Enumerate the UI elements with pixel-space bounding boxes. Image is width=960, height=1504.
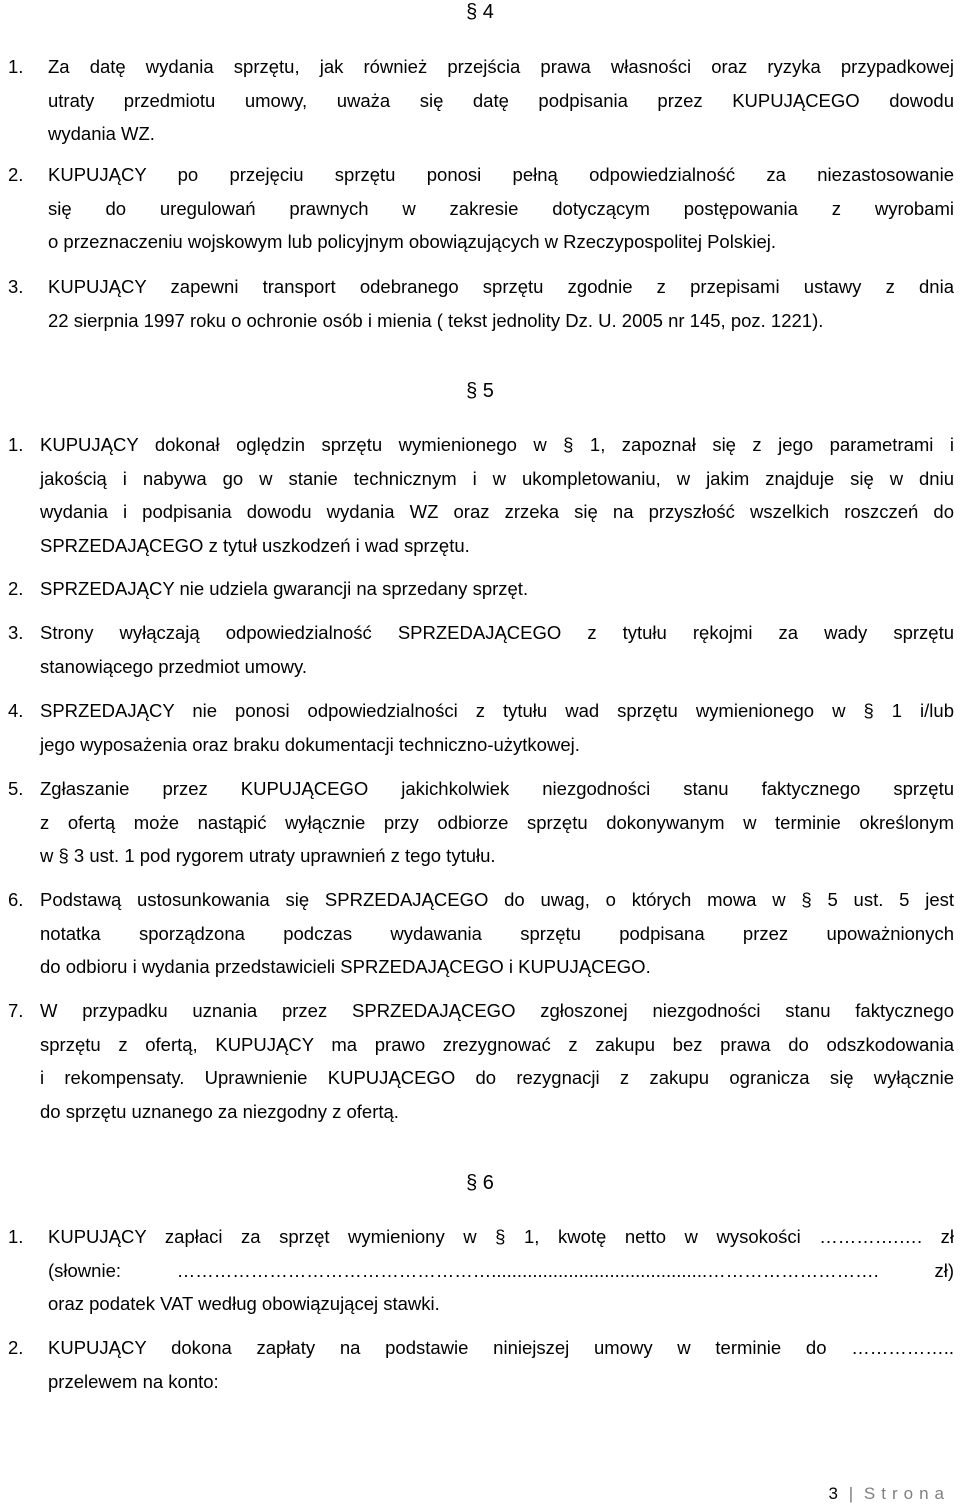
list-number: 6. <box>8 889 24 910</box>
list-number: 1. <box>8 434 24 455</box>
list-number: 3. <box>8 276 24 297</box>
text-line: 22 sierpnia 1997 roku o ochronie osób i mienia ( tekst jednolity Dz. U. 2005 nr 145, poz. 1221). <box>48 309 824 331</box>
section-heading-4: § 4 <box>466 1 494 23</box>
text-line: KUPUJĄCY dokonał oględzin sprzętu wymienionego w § 1, zapoznał się z jego parametrami i <box>40 434 954 455</box>
text-line: KUPUJĄCY zapłaci za sprzęt wymieniony w § 1, kwotę netto w wysokości ………….…. zł <box>48 1226 954 1247</box>
text-line: Podstawą ustosunkowania się SPRZEDAJĄCEGO do uwag, o których mowa w § 5 ust. 5 jest <box>40 889 954 910</box>
list-number: 2. <box>8 578 24 599</box>
text-line: KUPUJĄCY zapewni transport odebranego sprzętu zgodnie z przepisami ustawy z dnia <box>48 276 954 297</box>
text-line: SPRZEDAJĄCY nie ponosi odpowiedzialności z tytułu wad sprzętu wymienionego w § 1 i/lub <box>40 700 954 721</box>
text-line: oraz podatek VAT według obowiązującej stawki. <box>48 1293 440 1314</box>
text-line: przelewem na konto: <box>48 1370 219 1392</box>
section-heading-5: § 5 <box>466 380 494 402</box>
text-line: Strony wyłączają odpowiedzialność SPRZEDAJĄCEGO z tytułu rękojmi za wady sprzętu <box>40 622 954 643</box>
text-line: SPRZEDAJĄCEGO z tytuł uszkodzeń i wad sprzętu. <box>40 534 470 556</box>
text-line: wydania i podpisania dowodu wydania WZ oraz zrzeka się na przyszłość wszelkich roszczeń do <box>40 501 954 522</box>
text-line: (słownie: ……………………………………………..........................................………………………. zł) <box>48 1259 954 1281</box>
list-number: 1. <box>8 1226 24 1247</box>
list-number: 5. <box>8 778 24 799</box>
text-line: stanowiącego przedmiot umowy. <box>40 655 308 677</box>
text-line: sprzętu z ofertą, KUPUJĄCY ma prawo zrezygnować z zakupu bez prawa do odszkodowania <box>40 1033 954 1055</box>
text-line: się do uregulowań prawnych w zakresie dotyczącym postępowania z wyrobami <box>48 197 954 219</box>
text-line: w § 3 ust. 1 pod rygorem utraty uprawnień z tego tytułu. <box>40 845 496 866</box>
footer-separator: | <box>848 1484 854 1503</box>
text-line: KUPUJĄCY dokona zapłaty na podstawie niniejszej umowy w terminie do …………….. <box>48 1337 954 1358</box>
text-line: Za datę wydania sprzętu, jak również przejścia prawa własności oraz ryzyka przypadkowej <box>48 56 954 77</box>
text-line: Zgłaszanie przez KUPUJĄCEGO jakichkolwiek niezgodności stanu faktycznego sprzętu <box>40 778 954 799</box>
text-line: do sprzętu uznanego za niezgodny z ofertą. <box>40 1100 399 1122</box>
text-line: W przypadku uznania przez SPRZEDAJĄCEGO zgłoszonej niezgodności stanu faktycznego <box>40 1000 954 1021</box>
text-line: i rekompensaty. Uprawnienie KUPUJĄCEGO do rezygnacji z zakupu ogranicza się wyłącznie <box>40 1067 954 1088</box>
text-line: KUPUJĄCY po przejęciu sprzętu ponosi pełną odpowiedzialność za niezastosowanie <box>48 164 954 185</box>
text-line: wydania WZ. <box>48 123 155 144</box>
footer-label: Strona <box>863 1484 950 1503</box>
text-line: utraty przedmiotu umowy, uważa się datę podpisania przez KUPUJĄCEGO dowodu <box>48 89 954 111</box>
list-number: 4. <box>8 700 24 721</box>
page-footer <box>829 1484 950 1504</box>
text-line: jego wyposażenia oraz braku dokumentacji techniczno-użytkowej. <box>40 733 580 755</box>
page-number: 3 <box>828 1484 839 1503</box>
list-number: 3. <box>8 622 24 643</box>
text-line: o przeznaczeniu wojskowym lub policyjnym obowiązujących w Rzeczypospolitej Polskiej. <box>48 231 776 252</box>
list-number: 7. <box>8 1000 24 1021</box>
text-line: jakością i nabywa go w stanie technicznym i w ukompletowaniu, w jakim znajduje się w dniu <box>40 467 954 489</box>
list-number: 2. <box>8 1337 24 1358</box>
text-line: z ofertą może nastąpić wyłącznie przy odbiorze sprzętu dokonywanym w terminie określonym <box>40 811 954 833</box>
list-number: 2. <box>8 164 24 185</box>
list-number: 1. <box>8 56 24 77</box>
section-heading-6: § 6 <box>466 1172 494 1194</box>
text-line: SPRZEDAJĄCY nie udziela gwarancji na sprzedany sprzęt. <box>40 578 529 599</box>
text-line: notatka sporządzona podczas wydawania sprzętu podpisana przez upoważnionych <box>40 922 954 944</box>
text-line: do odbioru i wydania przedstawicieli SPRZEDAJĄCEGO i KUPUJĄCEGO. <box>40 956 651 977</box>
